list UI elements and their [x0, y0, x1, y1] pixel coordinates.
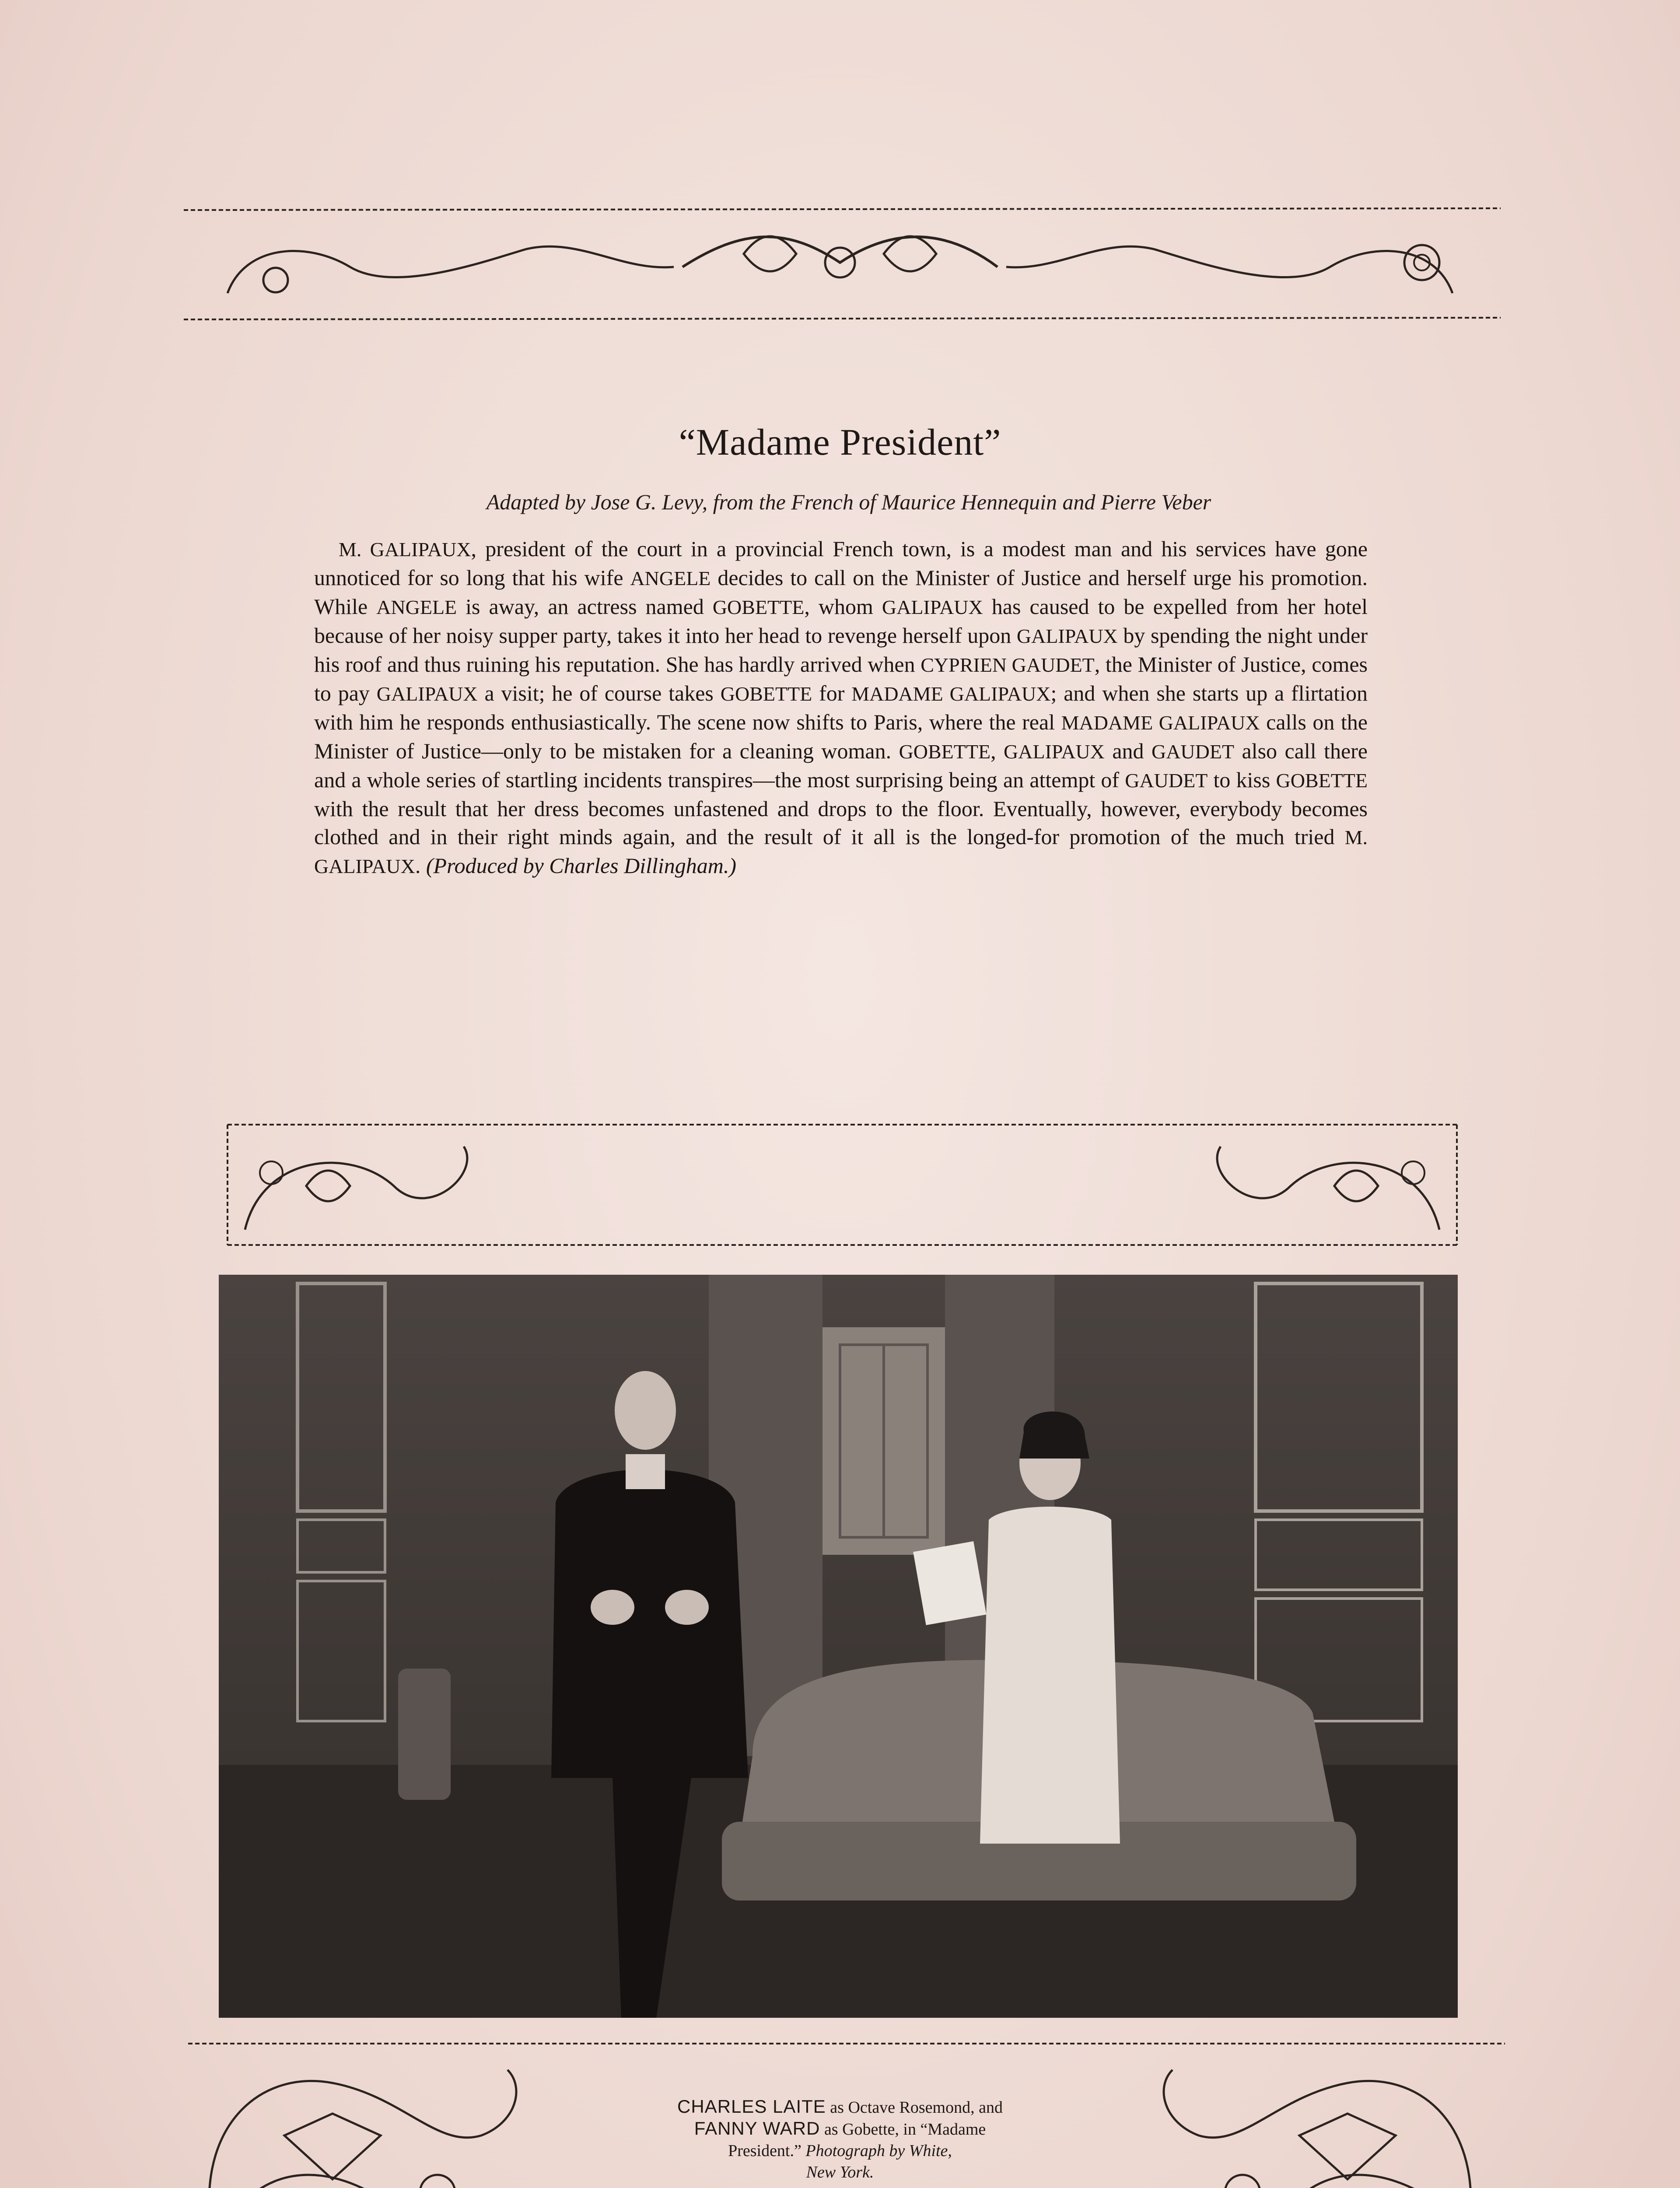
caption-role-1: as Octave Rosemond, and: [826, 2098, 1003, 2117]
caption-role-2: as Gobette, in “Madame: [820, 2120, 986, 2139]
caption-name-2: FANNY WARD: [694, 2118, 820, 2139]
body-name-smallcaps: ANGELE: [376, 596, 457, 618]
caption-credit-2: New York.: [806, 2163, 874, 2181]
body-text-segment: decides to call on the Minister of Justice and herself urge his promotion. While: [314, 565, 1368, 619]
body-text-segment: and: [1104, 739, 1152, 763]
body-name-smallcaps: MADAME GALIPAUX: [1061, 712, 1260, 734]
body-name-smallcaps: ANGELE: [630, 567, 711, 589]
caption-name-1: CHARLES LAITE: [677, 2096, 826, 2117]
body-name-smallcaps: M. GALIPAUX: [339, 538, 471, 561]
article-title: “Madame President”: [679, 421, 1001, 463]
body-name-smallcaps: CYPRIEN GAUDET: [920, 654, 1095, 676]
body-text-segment: is away, an actress named: [457, 594, 713, 619]
middle-ornament-band: [0, 1120, 1680, 1252]
photo-caption: [582, 2096, 1098, 2183]
body-text-segment: has caused to be expelled from her hotel because of her noisy supper party, takes it into her head to revenge herself upon: [314, 594, 1368, 648]
caption-line-3: President.”: [728, 2142, 806, 2160]
body-text-segment: calls on the Minister of Justice—only to be mistaken for a cleaning woman.: [314, 710, 1368, 763]
body-name-smallcaps: GALIPAUX: [1016, 625, 1118, 647]
body-text-segment: , whom: [804, 594, 882, 619]
article-subtitle: Adapted by Jose G. Levy, from the French of Maurice Hennequin and Pierre Veber: [486, 490, 1211, 514]
body-name-smallcaps: GOBETTE: [1276, 769, 1368, 792]
body-name-smallcaps: M. GALIPAUX: [314, 826, 1368, 877]
body-text-segment: a visit; he of course takes: [477, 681, 721, 705]
caption-credit-1: Photograph by White,: [805, 2142, 952, 2160]
body-name-smallcaps: GALIPAUX: [882, 596, 983, 618]
top-ornament-band: [0, 201, 1680, 328]
body-name-smallcaps: GALIPAUX: [376, 683, 478, 705]
body-text-segment: ,: [990, 739, 1004, 763]
body-name-smallcaps: GOBETTE: [720, 683, 812, 705]
body-name-smallcaps: GOBETTE: [712, 596, 805, 618]
body-credit-italic: (Produced by Charles Dillingham.): [426, 853, 737, 878]
article-body: [314, 535, 1368, 880]
body-name-smallcaps: GALIPAUX: [1004, 740, 1105, 763]
body-name-smallcaps: MADAME GALIPAUX: [851, 683, 1051, 705]
body-text-segment: , president of the court in a provincial French town, is a modest man and his services have gone unnoticed for so long that his wife: [314, 536, 1368, 590]
body-name-smallcaps: GAUDET: [1125, 769, 1208, 792]
body-text-segment: also call there and a whole series of startling incidents transpires—the most surprising being an attempt of: [314, 739, 1368, 792]
body-text-segment: , the Minister of Justice, comes to pay: [314, 652, 1368, 705]
body-text-segment: ; and when she starts up a flirtation with him he responds enthusiastically. The scene now shifts to Paris, where the real: [314, 681, 1368, 734]
body-name-smallcaps: GOBETTE: [899, 740, 991, 763]
scene-photograph: [219, 1275, 1458, 2018]
body-text-segment: .: [415, 853, 426, 878]
body-name-smallcaps: GAUDET: [1151, 740, 1235, 763]
body-text-segment: with the result that her dress becomes unfastened and drops to the floor. Eventually, however, everybody becomes clothed and in their right minds again, and the result of it all is the longed-for promotion of the much tried: [314, 796, 1368, 849]
body-text-segment: to kiss: [1208, 768, 1276, 792]
body-text-segment: for: [812, 681, 852, 705]
body-text-segment: by spending the night under his roof and thus ruining his reputation. She has hardly arrived when: [314, 623, 1368, 677]
